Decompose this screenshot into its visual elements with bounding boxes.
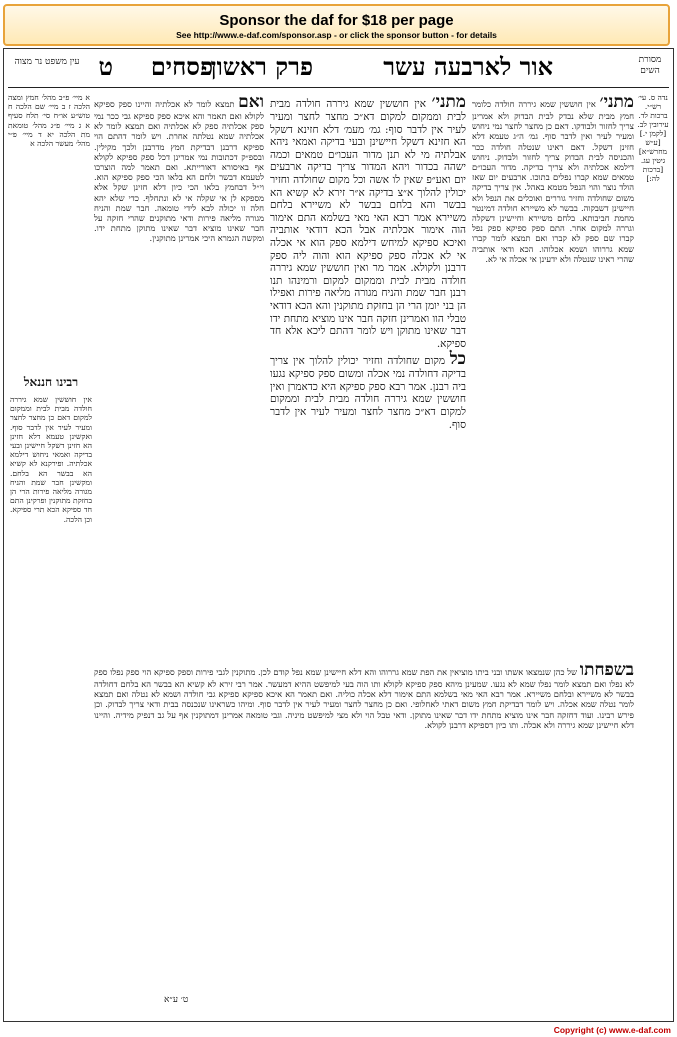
folio-number: ט [98,52,113,81]
sponsor-banner-subtitle[interactable]: See http://www.e-daf.com/sponsor.asp - or click the sponsor button - for details [176,30,497,40]
folio-footer-note: ט׳ ע״א [164,995,189,1005]
rashi-text: אין חוששין שמא גיררה חולדה כלומר חמץ מבית שלא נבדק לבית הבדוק ולא אמרינן צריך לחזור ולבודקו. דאם כן מחצר לחצר נמי ניחוש ומעיר לעיר ואין לדבר סוף. גמ׳ ה״ג טעמא דלא חזינן דשקל. דאם ראינו שנטלה חולדה ככר והכניסה לבית הבדוק צריך לחזור ולבדוק. ניחוש דילמא אכלתיה ולא צריך בדיקה. מדור העכו״ם טמאים שמא קברו נפלים בתוכו. ארבעים יום שאז הולד נוצר והוי הנפל מטמא באהל. אין צריך בדיקה משום שחולדה וחזיר גוררים ואוכלים את הנפל ולא חיישינן דשבקוה. בבשר לא משיירא חולדה דמינטר מחמת חביבותא. בלחם משיירא וחיישינן דשקלה וגררה למקום אחר. התם ספק ספיקא ספק נפל קברו שם ספק לא קברו ואם תמצא לומר קברו שמא גררוהו ושמא אכלוהו. הכא ודאי אותביה שהרי ראינו שנטלה ולא ידעינן אי אכלה אי לא. [472,99,634,264]
rashi-column [472,93,634,653]
rashi-opening-word: מתני׳ [599,93,634,112]
margin-header-masoret: מסורת השים [638,55,662,76]
ein-mishpat-column [8,93,90,369]
tosafot-text: תמצא לומר לא אכלתיה והיינו ספק ספיקא לקולא ואם תאמר והא איכא ספק ספיקא גבי ככר נמי ספק אכלתיה ספק לא אכלתיה ואם תמצא לומר לא אכלתיה שמא נטלתה אחרת. ויש לומר דהתם הוי ספיקא דרבנן דבדיקת חמץ מדרבנן ולכך מקילין. ובספ״ק דכתובות נמי אמרינן דכל ספק ספיקא לקולא אף באיסורא דאורייתא. ואם תאמר למה הוצרכו לטעמא דבשר ולחם הא בלאו הכי ספק ספיקא הוא. וי״ל דבחמץ בלאו הכי כיון דלא חזינן שקל אלא מספקא לן אי שקלה אי לא ונתחלף. כדי שלא יהא חלה זו יכולה לבא לידי טומאה. חבר שמת והניח מגורה מליאה פירות ודאי מתוקנים שהרי חזקה על חבר שאינו מוציא דבר שאינו מתוקן מתחת ידו. ומקשה הגמרא היכי אמרינן מתוקנין. [94,99,264,244]
rabbenu-chananel-column [10,395,92,955]
page-header [73,53,633,81]
tosafot-column [94,93,264,653]
lower-commentary-text: של כהן שנמצאו אשתו ובני ביתו מוציאין את הפת שמא גררוהו והא דלא חיישינן שמא נפל קודם לכן. מתוקנין לגבי פירות וספק ספיקא הוי ספק נפלו ספק לא נפלו ואם תמצא לומר נפלו שמא לא נגעו. שמעינן מיהא ספק ספיקא לקולא ותו הוה בעי למיפשט ההיא דמעשר. אמר רבי זירא לא קשיא הא בבשר הא בלחם דחולדה בבשר לא משיירא ובלחם משיירא. אמר רבא האי מאי בשלמא התם אימור דלא אכלה כוליה. ואם תאמר הא איכא ספיקא ספיקא גבי חולדה ושמא לא נטלה ואם תמצא לומר נטלה שמא אכלה. ויש לומר דבדיקת חמץ משום דאתי לאחלופי. ואם כן מחצר לחצר ומעיר לעיר אין לדבר סוף. ומיהו כשראינו שנכנסה בבית ודאי צריך לבדוק. וכן פירש רבינו. ועוד דחזקה חבר אינו מוציא מתחת ידו דבר שאינו מתוקן. ודאי טבל הוי ולא מצי למיפשט מיניה. וגבי טומאה אמרינן דמתוקנין אף על גב דנפיק מידיה. והיינו דלא חיישינן שמא גיררה ולא אכלה. ותו כיון דספיקא דרבנן לקולא. [94,667,634,730]
gemara-lower-opening-word: כל [449,349,466,370]
tosafot-opening-word: ואם [238,93,264,112]
tractate-name: פסחים [150,52,213,81]
chapter-number: פרק ראשון [210,52,313,81]
sponsor-banner[interactable] [3,4,670,46]
chapter-title: אור לארבעה עשר [383,52,553,81]
lower-commentary-opening-word: בשפחתו [579,661,634,680]
copyright-notice[interactable]: Copyright (c) www.e-daf.com [553,1025,671,1035]
margin-header-ein-mishpat: עין משפט נר מצוה [14,57,80,67]
gemara-opening-word: מתני׳ [431,93,466,112]
header-divider [8,87,669,88]
lower-commentary-block [94,661,634,1009]
sponsor-banner-title: Sponsor the daf for $18 per page [219,12,454,29]
gemara-column [270,93,466,653]
masoret-hashas-column [636,93,670,993]
rabbenu-chananel-title: רבינו חננאל [23,375,79,389]
gemara-text: אין חוששין שמא גיררה חולדה מבית לבית וממקום למקום דא״כ מחצר לחצר ומעיר לעיר אין לדבר סוף: גמ׳ מעמ׳ דלא חזינא דשקל הא חזינא דשקל חיישינן ובעי בדיקה ואמאי ניהא אבלתיה מי לא תנן מדור העכו״ם טמאים וכמה ישהה בכדור ויהא המדור צריך בדיקה ארבעים יום ואע״פ שאין לו אשה וכל מקום שחולדה וחזיר יכולין להלוך א״צ בדיקה א״ר זירא לא קשיא הא בבשר והא בלחם בבשר לא משיירא בלחם משיירא אמר רבא האי מאי בשלמא התם אימור הוה אימור אכלתיה אבל הכא דודאי אותביה ואיכא ספיקא למיחש דילמא ספק הוא אי אכלה אי לא אכלה ספק ספיקא הוא והוה ליה ספק דרבנן ולקולא. אמר מר ואין חוששין שמא גיררה חולדה מבית לבית וממקום למקום ורמינהו תנו רבנן חבר שמת והניח מגורה מליאה פירות ואפילו הן בני יומן הרי הן בחזקת מתוקנין והא הכא דודאי טבלי הוו ואמרינן חזקה חבר אינו מוציא מתחת ידו דבר שאינו מתוקן ויש לומר דהתם ליכא אלא חד ספיקא. [270,98,466,350]
talmud-page [3,48,674,1022]
rabbenu-chananel-text: אין חוששין שמא גיררה חולדה מבית לבית וממקום למקום דאם כן מחצר לחצר ומעיר לעיר אין לדבר סוף. ואקשינן טעמא דלא חזינן הא חזינן דשקל חיישינן ובעי בדיקה ואמאי ניחוש דילמא אכלתיה. ופירקנא לא קשיא הא בבשר הא בלחם. ומקשינן חבר שמת והניח מגורה מליאה פירות הרי הן בחזקת מתוקנין ופרקינן התם חד ספיקא הכא תרי ספיקא. וכן הלכה. [10,395,92,524]
ein-mishpat-text: א מיי׳ פ״ב מהל׳ חמץ ומצה הלכה ז ב מיי׳ שם הלכה ח טוש״ע או״ח סי׳ תלח סעיף א ג מיי׳ פ״ג מהל׳ טומאת מת הלכה יא ד מיי׳ פ״י מהל׳ מעשר הלכה א [8,93,90,149]
gemara-lower-text: מקום שחולדה וחזיר יכולין להלוך אין צריך בדיקה דחולדה נמי אכלה ומשום ספק ספיקא נגעו ביה רבנן. אמר רבא ספק ספיקא היא כדאמרן ואין חוששין שמא גיררה חולדה מבית לבית וממקום למקום דא״כ מחצר לחצר ומעיר לעיר אין לדבר סוף. [270,355,466,431]
masoret-hashas-text: נדה ס. עי׳ רש״י. ברכות לד. עירובין לב. [לקמן י.] [ע״ש מחרש״א] גיטין עג. [ברכות לה:] [637,93,669,183]
